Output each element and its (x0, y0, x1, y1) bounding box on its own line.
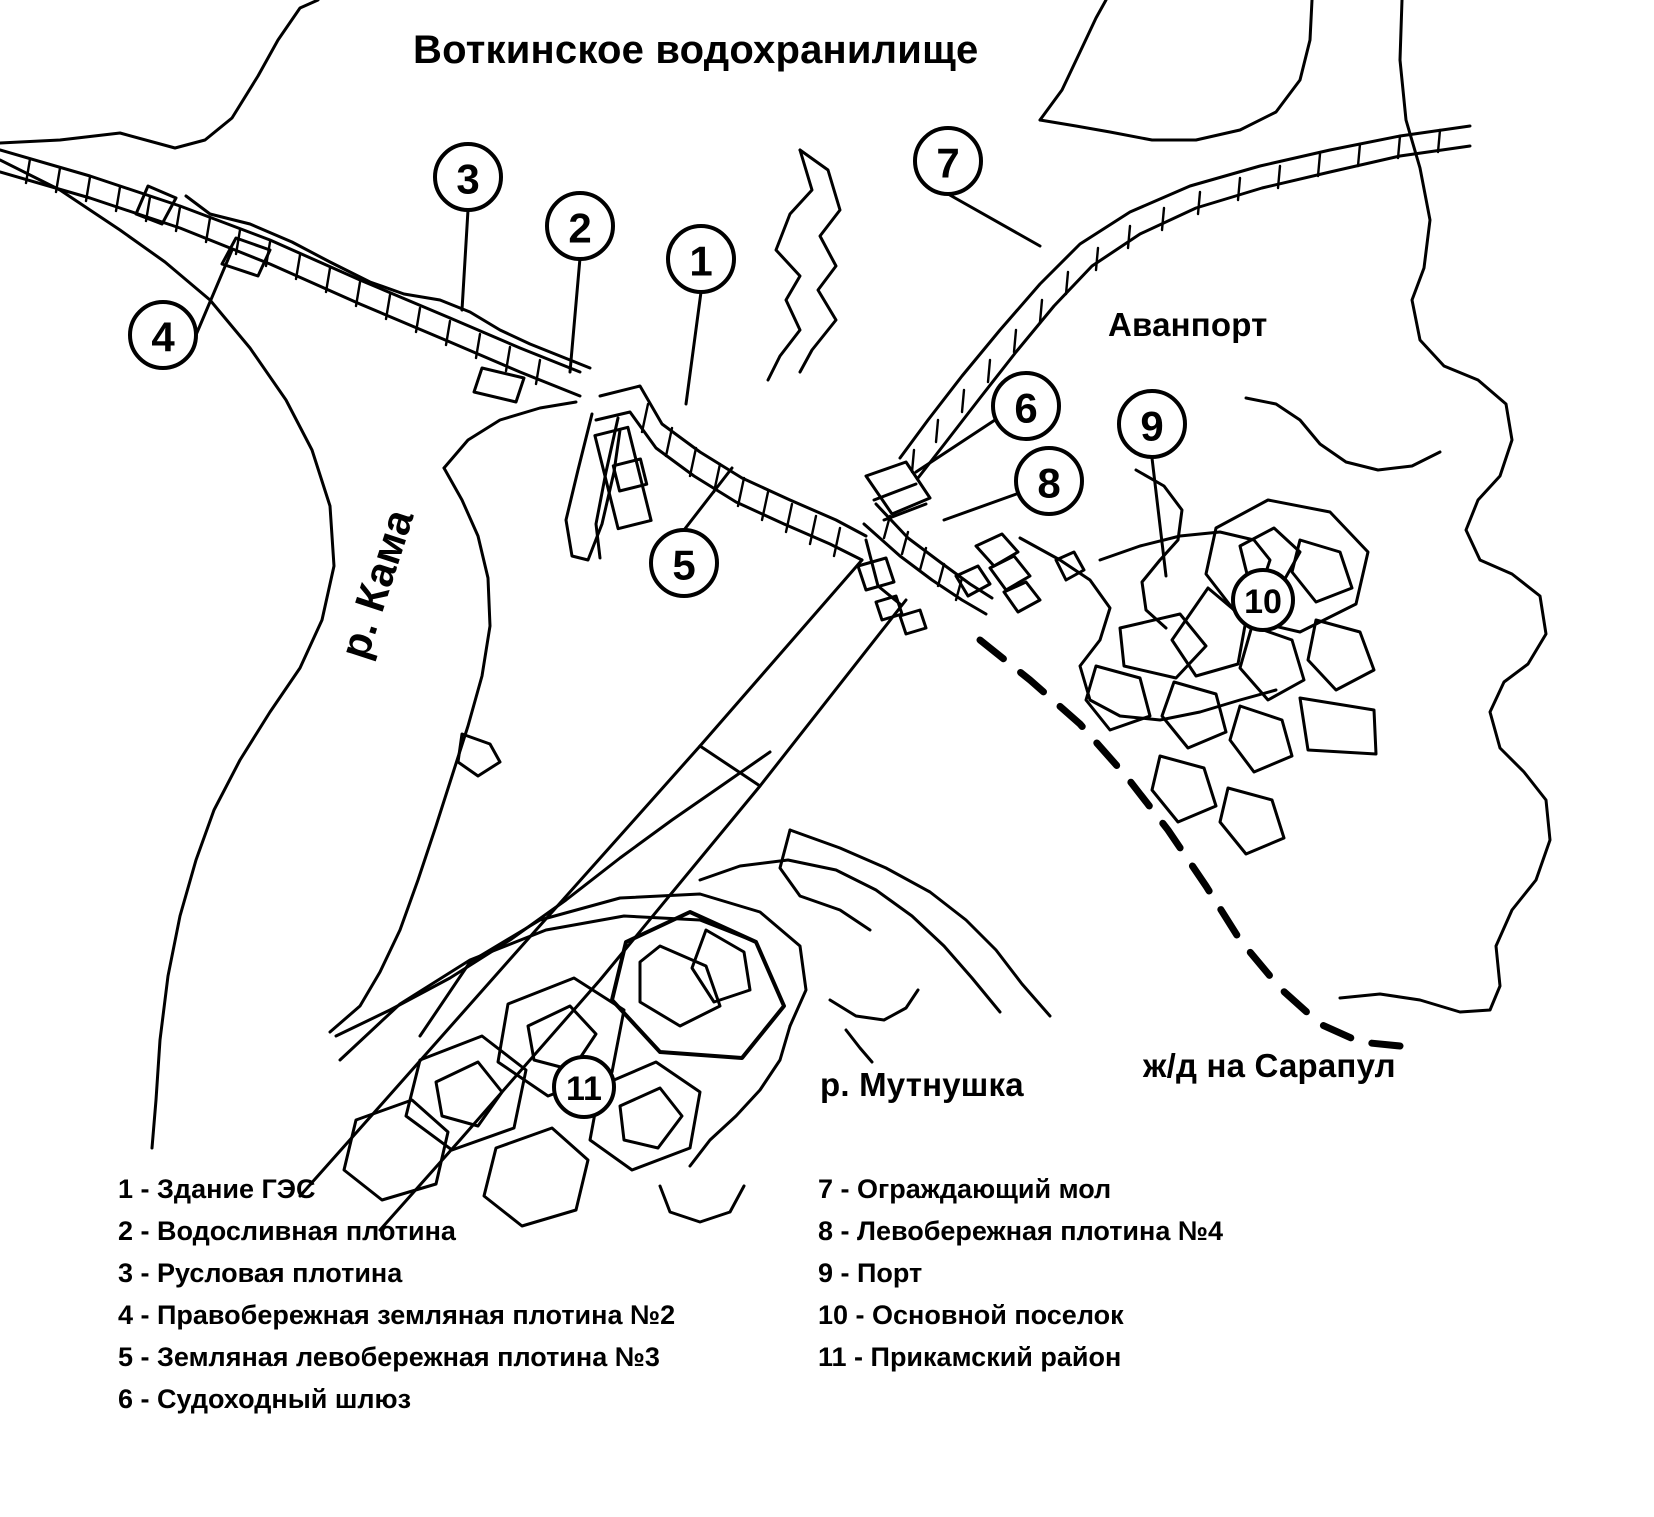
legend-left-column (118, 1168, 675, 1420)
shoreline-upper-left (0, 0, 318, 148)
port-inlet (1136, 470, 1182, 628)
railway-line (980, 640, 1400, 1046)
callout-label-4: 4 (151, 313, 175, 361)
legend-item: 9 - Порт (818, 1258, 923, 1288)
avanport-label: Аванпорт (1108, 306, 1268, 343)
legend-item: 8 - Левобережная плотина №4 (818, 1216, 1223, 1246)
legend-item: 2 - Водосливная плотина (118, 1216, 456, 1246)
river-kama-label: р. Кама (330, 503, 423, 665)
avanport-shore-c (1246, 398, 1440, 470)
legend-item: 7 - Ограждающий мол (818, 1174, 1112, 1204)
river-left-bank-top (444, 402, 576, 468)
legend-item: 3 - Русловая плотина (118, 1258, 403, 1288)
callout-label-10: 10 (1244, 583, 1282, 621)
legend-item: 10 - Основной поселок (818, 1300, 1124, 1330)
callout-label-7: 7 (936, 139, 960, 187)
callout-label-1: 1 (689, 237, 713, 285)
legend-item: 4 - Правобережная земляная плотина №2 (118, 1300, 676, 1330)
dam-abutment-a (136, 186, 176, 224)
shoreline-right-edge (1340, 0, 1550, 1012)
callout-label-6: 6 (1014, 384, 1038, 432)
map-title: Воткинское водохранилище (413, 28, 979, 72)
shoreline-upper-right-a (1040, 0, 1106, 120)
creek-upper-center-b (800, 150, 840, 372)
legend-item: 5 - Земляная левобережная плотина №3 (118, 1342, 660, 1372)
prikamsky-shore-c (690, 1026, 790, 1166)
lock-wall-hatching (884, 516, 962, 600)
callout-label-9: 9 (1140, 402, 1164, 450)
callout-label-3: 3 (456, 155, 480, 203)
dam-right-bank-inner (0, 172, 580, 396)
callout-label-8: 8 (1037, 459, 1061, 507)
shoreline-upper-right-b (1040, 0, 1312, 140)
lock-gate-a (874, 484, 916, 500)
legend-right-column (818, 1168, 1223, 1378)
river-mutnushka-label: р. Мутнушка (820, 1066, 1024, 1103)
powerhouse-unit (613, 459, 646, 491)
port-quays (956, 534, 1084, 612)
legend-item: 1 - Здание ГЭС (118, 1174, 316, 1204)
legend-item: 11 - Прикамский район (818, 1342, 1122, 1372)
railway-label: ж/д на Сарапул (1143, 1047, 1396, 1084)
mole-outer (900, 126, 1470, 458)
callout-label-5: 5 (672, 541, 696, 589)
spillway-channel (566, 414, 620, 560)
callout-label-2: 2 (568, 204, 592, 252)
mutnushka-mouth (830, 990, 918, 1020)
callout-label-11: 11 (566, 1070, 602, 1108)
settlement-blocks (1086, 500, 1376, 854)
legend-item: 6 - Судоходный шлюз (118, 1384, 412, 1414)
mutnushka-tributary (846, 1030, 872, 1062)
dam-abutment-b (474, 368, 524, 402)
creek-upper-center (768, 150, 812, 380)
left-bank-dam-edge-b (380, 600, 906, 1230)
